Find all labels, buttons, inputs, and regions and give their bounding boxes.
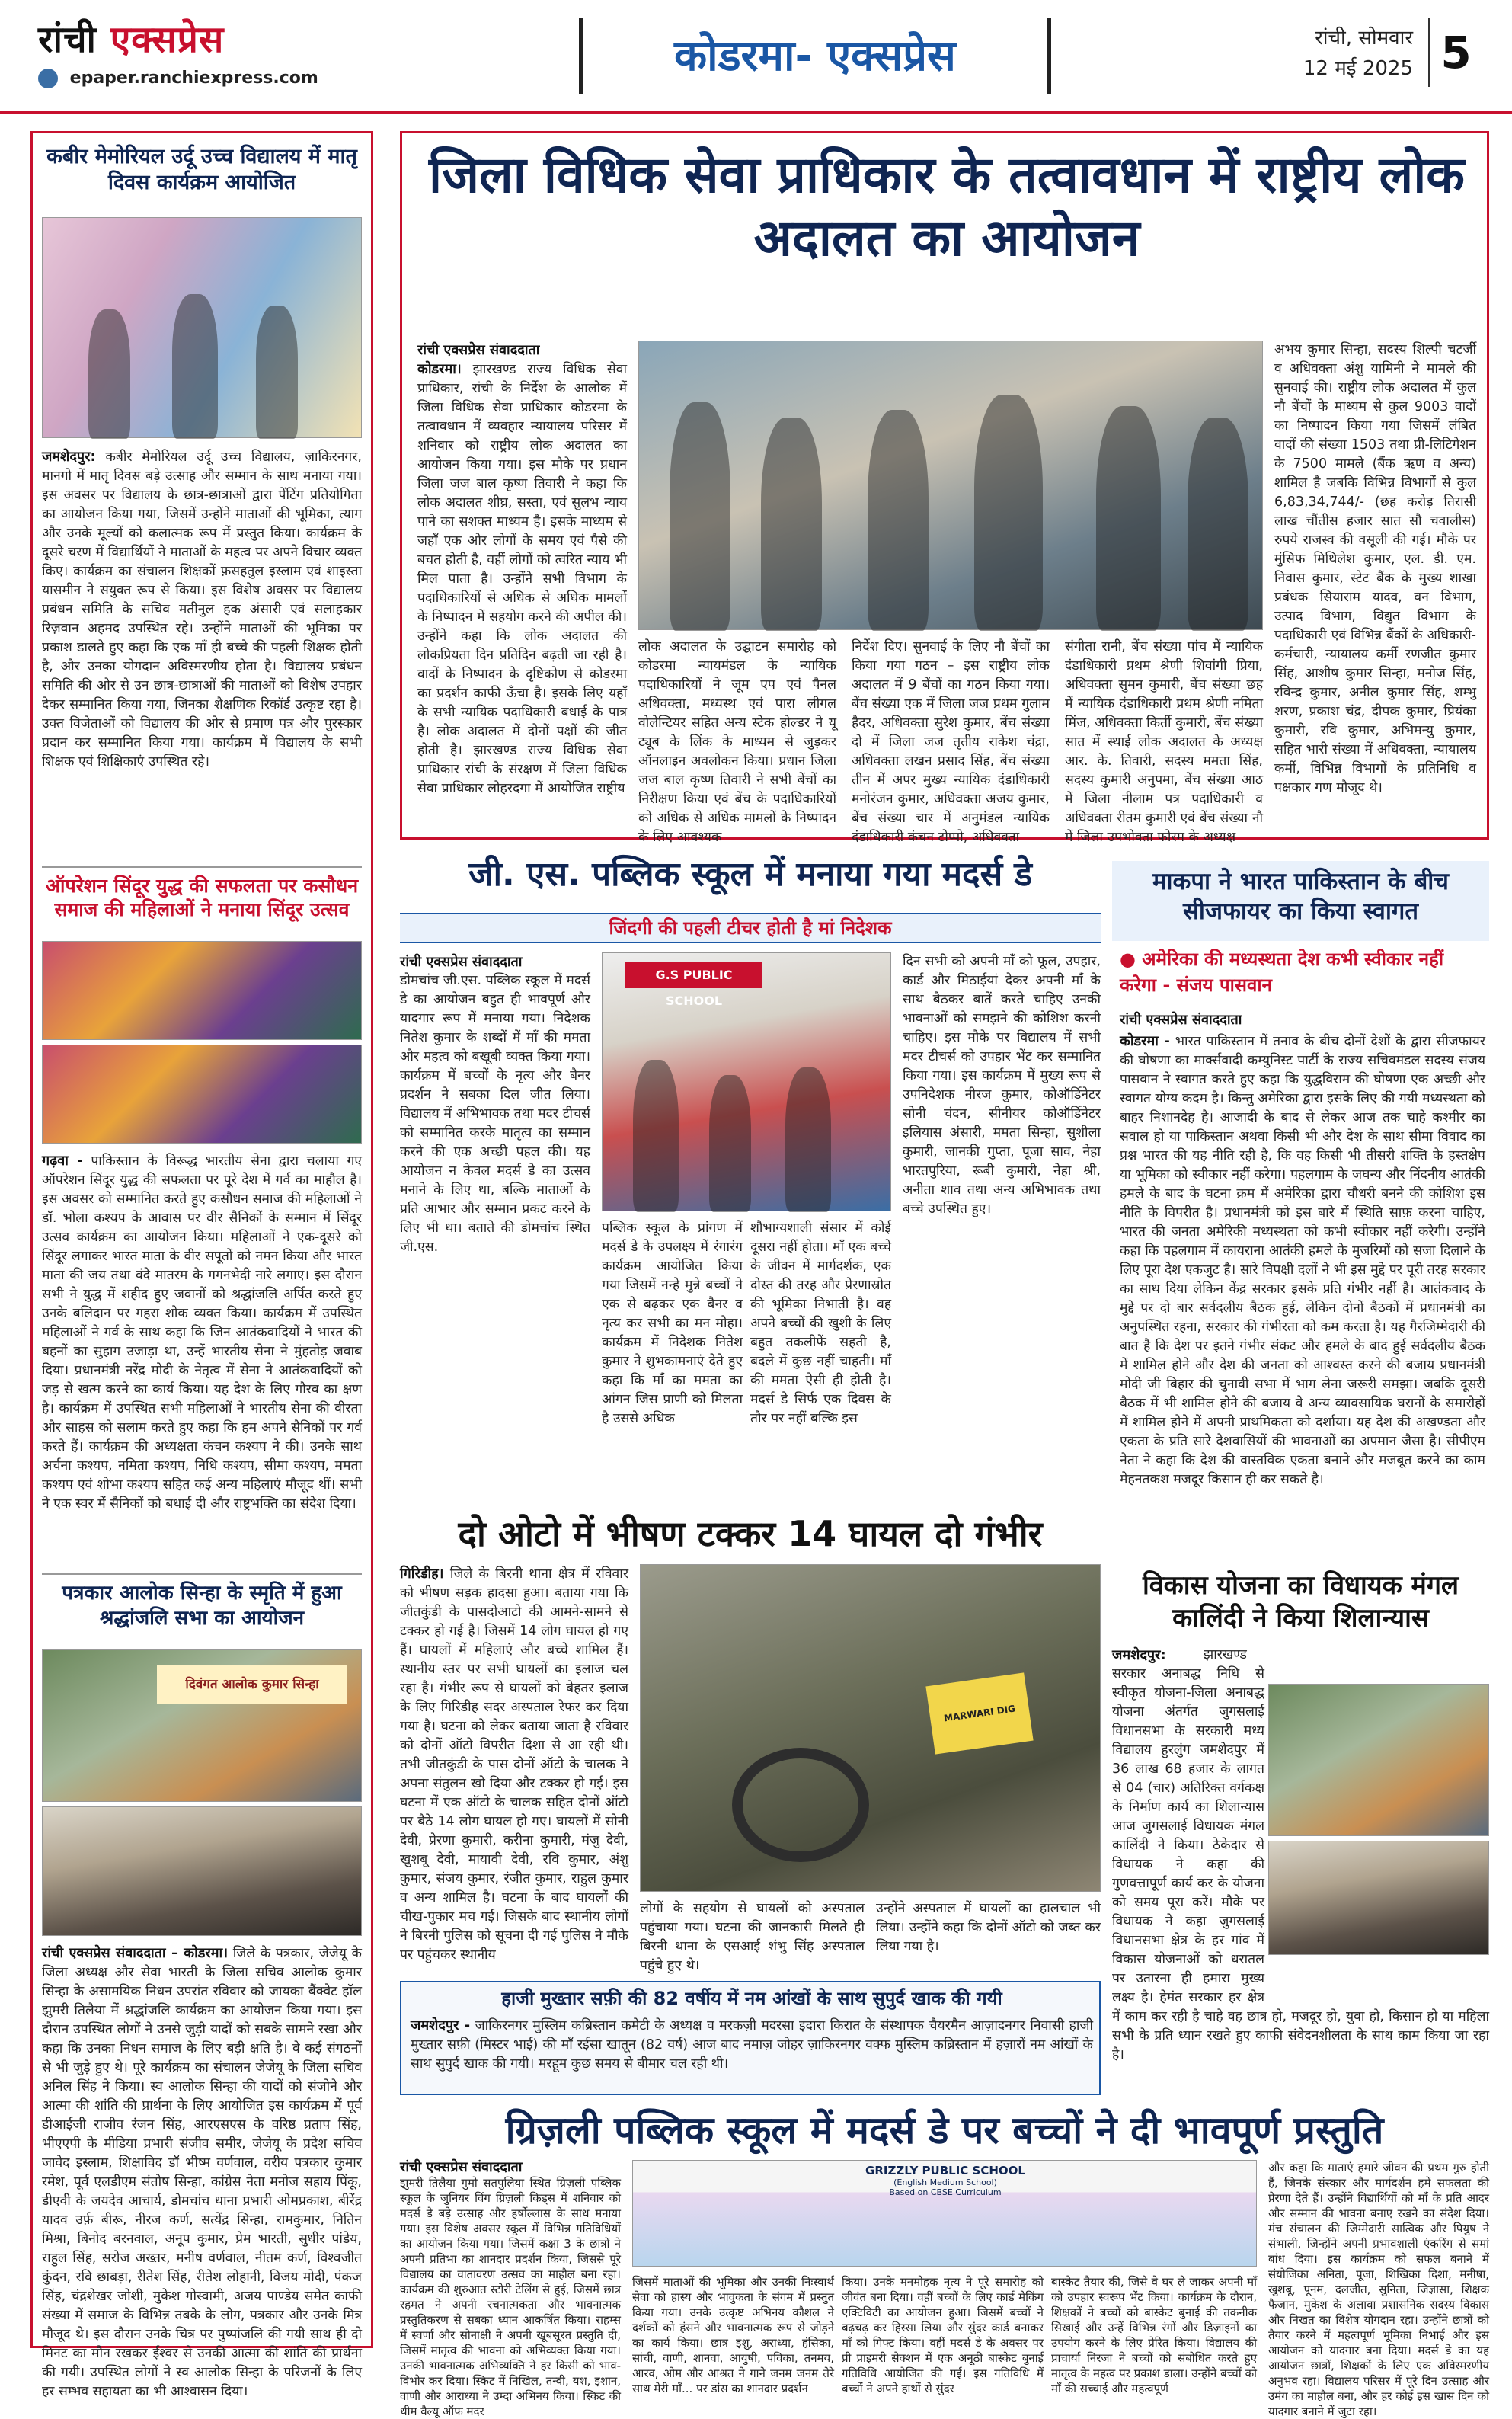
auto-text1: जिले के बिरनी थाना क्षेत्र में रविवार को भीषण सड़क हादसा हुआ। बताया गया कि जीतकुंडी के पासदोआटो की आमने-सामने से टक्कर हो गई है। जिसमें 14 लोग घायल हो गए हैं। घायलों में महिलाएं और बच्चे शामिल हैं। स्थानीय स्तर पर सभी घायलों का इलाज चल रहा है। गंभीर रूप से घायलों को बेहतर इलाज के लिए गिरिडीह सदर अस्पताल रेफर कर दिया गया है। घटना को लेकर बताया जाता है रविवार को दोनों ऑटो विपरीत दिशा से आ रही थी। तभी जीतकुंडी के पास दोनों ऑटो के चालक ने अपना संतुलन खो दिया और टक्कर हो गई। इस घटना में एक ऑटो के चालक सहित दोनों ऑटो पर बैठे 14 लोग घायल हो गए। घायलों में सोनी देवी, प्रेरणा कुमारी, करीना कुमारी, मंजु देवी, खुशबू देवी, मायावी देवी, रवि कुमार, अंशु कुमार, संजय कुमार, रंजीत कुमार, राहुल कुमार व अन्य शामिल है। घटना के बाद घायलों की चीख-पुकार मच गई। जिसके बाद स्थानीय लोगों ने बिरनी पुलिस को सूचना दी गई पुलिस ने मौके पर पहुंचकर स्थानीय: [400, 1566, 628, 1963]
cpi-byline: रांची एक्सप्रेस संवाददाता: [1120, 1012, 1242, 1028]
grizzly-col2: जिसमें माताओं की भूमिका और उनकी निःस्वार्थ सेवा को हास्य और भावुकता के संगम में प्रस्तुत किया गया। उनके उत्कृष्ट अभिनय कौशल ने दर्शकों को हंसने और भावनात्मक रूप से जोड़ने का कार्य किया। छात्र इशु, अराध्या, हंसिका, सांची, वाणी, शानवा, आयुषी, पविका, तनमय, आरव, ओम और आश्रत ने गाने जनम जनम तेरे साथ मेरी माँ... पर डांस का शानदार प्रदर्शन: [632, 2275, 834, 2395]
page-number: 5: [1428, 18, 1482, 87]
lead-photo: [638, 341, 1263, 630]
lead-headline: जिला विधिक सेवा प्राधिकार के तत्वावधान में राष्ट्रीय लोक अदालत का आयोजन: [428, 146, 1465, 267]
lead-col4: संगीता रानी, बेंच संख्या पांच में न्यायिक दंडाधिकारी प्रथम श्रेणी शिवांगी प्रिया, अधिवक्ता सुमन कुमारी, बेंच संख्या छह में न्यायिक दंडाधिकारी प्रथम श्रेणी नमिता मिंज, अधिवक्ता किर्ती कुमारी, बेंच संख्या सात में स्थाई लोक अदालत के अध्यक्ष आर. के. तिवारी, सदस्य ममता सिंह, सदस्य कुमारी अनुपमा, बेंच संख्या आठ में जिला नीलाम पत्र पदाधिकारी व अधिवक्ता रीतम कुमारी एवं बेंच संख्या नौ में जिला उपभोक्ता फोरम के अध्यक्ष: [1065, 639, 1263, 845]
gs-byline: रांची एक्सप्रेस संवाददाता: [400, 954, 523, 970]
grizzly-col3: किया। उनके मनमोहक नृत्य ने पूरे समारोह को जीवंत बना दिया। वहीं बच्चों के लिए कार्ड मेकिंग एक्टिविटी का आयोजन हुआ। जिसमें बच्चों ने बढ़चढ़ कर हिस्सा लिया और सुंदर कार्ड बनाकर माँ को गिफ्ट किया। वहीं मदर्स डे के अवसर पर प्री प्राइमरी सेक्शन में एक अनूठी बास्केट बुनाई गतिविधि आयोजित की गई। इस गतिविधि में बच्चों ने अपने हाथों से सुंदर: [842, 2275, 1044, 2395]
story2-text: पाकिस्तान के विरूद्ध भारतीय सेना द्वारा चलाया गए ऑपरेशन सिंदूर युद्ध की सफलता पर पूरे देश में गर्व का माहौल है। इस अवसर को सम्मानित करते हुए कसौधन समाज की महिलाओं ने डॉ. भोला कश्यप के आवास पर वीर सैनिकों के सम्मान में सिंदूर उत्सव कार्यक्रम का आयोजन किया। महिलाओं ने एक-दूसरे को सिंदूर लगाकर भारत माता के वीर सपूतों को नमन किया और भारत माता की जय तथा वंदे मातरम के गगनभेदी नारे लगाए। इस दौरान सभी ने युद्ध में शहीद हुए जवानों को श्रद्धांजलि अर्पित करते हुए उनके बलिदान पर गहरा शोक व्यक्त किया। कार्यक्रम में उपस्थित महिलाओं ने गर्व के साथ कहा कि जिन आतंकवादियों ने भारत की बहनों का सुहाग उजाड़ा था, उन्हें भारतीय सेना ने मुंहतोड़ जवाब दिया। प्रधानमंत्री नरेंद्र मोदी के नेतृत्व में सेना ने आतंकवादियों को जड़ से खत्म करने का कार्य किया। यह देश के लिए गौरव का क्षण है। कार्यक्रम में उपस्थित सभी महिलाओं ने भारतीय सेना की वीरता और साहस को सलाम करते हुए कहा कि हम अपने सैनिकों पर गर्व करते हैं। कार्यक्रम की अध्यक्षता कंचन कश्यप ने की। उनके साथ अर्चना कश्यप, नमिता कश्यप, निधि कश्यप, सीमा कश्यप, ममता कश्यप एवं शोभा कश्यप सहित कई अन्य महिलाएं मौजूद थीं। सभी ने एक स्वर में सैनिकों को बधाई दी और राष्ट्रभक्ति का संदेश दिया।: [42, 1154, 362, 1512]
auto-col1: [400, 1564, 628, 1962]
lead-text1: झारखण्ड राज्य विधिक सेवा प्राधिकार, रांची के निर्देश के आलोक में जिला विधिक सेवा प्राधिकार कोडरमा के तत्वावधान में व्यवहार न्यायालय परिसर में शनिवार को राष्ट्रीय लोक अदालत का आयोजन किया गया। इस मौके पर प्रधान जिला जज बाल कृष्ण तिवारी ने कहा कि लोक अदालत शीघ्र, सस्ता, एवं सुलभ न्याय पाने का सशक्त माध्यम है। इसके माध्यम से जहाँ एक ओर लोगों के समय एवं पैसे की बचत होती है, वहीं लोगों को त्वरित न्याय भी मिल पाता है। उन्होंने सभी विभाग के पदाधिकारियों से अधिक से अधिक मामलों के निष्पादन में सहयोग करने की अपील की। उन्होंने कहा कि लोक अदालत की लोकप्रियता दिन प्रतिदिन बढ़ती जा रही है। वादों के निष्पादन के दृष्टिकोण से कोडरमा का प्रदर्शन काफी ऊँचा है। इसके लिए यहाँ के सभी न्यायिक पदाधिकारी बधाई के पात्र है। लोक अदालत में दोनों पक्षों की जीत होती है। झारखण्ड राज्य विधिक सेवा प्राधिकार रांची के संरक्षण में जिला विधिक सेवा प्राधिकार लोहरदगा में आयोजित राष्ट्रीय: [417, 362, 627, 796]
issue-date: 12 मई 2025: [1303, 57, 1413, 80]
story1-photo: [42, 217, 362, 438]
story3-body: [42, 1944, 362, 2399]
gs-story: [400, 853, 1101, 1501]
section-banner: [579, 18, 1051, 94]
story3-photo-top: [42, 1649, 362, 1802]
grizzly-col1: [400, 2159, 621, 2418]
globe-icon: [38, 69, 58, 88]
story3-text: जिले के पत्रकार, जेजेयू के जिला अध्यक्ष और सेवा भारती के जिला सचिव आलोक कुमार सिन्हा के असामयिक निधन उपरांत रविवार को जायका बैंक्वेट हॉल झुमरी तिलैया में श्रद्धांजलि कार्यक्रम का आयोजन किया गया। इस दौरान उपस्थित लोगों ने उनसे जुड़ी यादों को सबके सामने रखा और कहा कि उनका निधन समाज के लिए बड़ी क्षति है। वे कई संगठनों से भी जुड़े हुए थे। पूरे कार्यक्रम का संचालन जेजेयू के जिला सचिव अनिल सिंह ने किया। स्व आलोक सिन्हा की यादों को संजोने और आत्मा की शांति की प्रार्थना के लिए आयोजित इस कार्यक्रम में पूर्व डीआईजी राजीव रंजन सिंह, आरएसएस के वरिष्ठ प्रताप सिंह, भीएएपी के मीडिया प्रभारी संजीव समीर, जेजेयू के प्रदेश सचिव जावेद इस्लाम, शिक्षाविद डॉ भीष्म वर्णवाल, वरीय पत्रकार कुमार रमेश, पूर्व एलडीएम संतोष सिन्हा, कांग्रेस नेता मनोज सहाय पिंकू, डीएवी के जयदेव आचार्य, डोमचांच थाना प्रभारी ओमप्रकाश, बीरेंद्र यादव उर्फ़ बीरू, नीरज कर्ण, सत्येंद्र सिन्हा, रामकुमार, नितिन मिश्रा, बिनोद बरनवाल, अनूप कुमार, प्रेम भारती, सुधीर पांडेय, राहुल सिंह, सरोज अख्तर, मनीष वर्णवाल, नीतम कर्ण, विश्वजीत कुंदन, रवि छाबड़ा, रीतेश सिंह, रीतेश लोहानी, विजय मोदी, पंकज सिंह, चंद्रशेखर जोशी, मुकेश गोस्वामी, अजय पाण्डेय समेत काफी संख्या में समाज के विभिन्न तबके के लोग, पत्रकार और उनके मित्र मौजूद थे। इस दौरान उनके चित्र पर पुष्पांजलि की गयी साथ ही दो मिनट का मौन रखकर ईश्वर से उनकी आत्मा की शांति की प्रार्थना की गयी। उपस्थित लोगों ने स्व आलोक सिन्हा के परिजनों के लिए हर सम्भव सहायता का भी आश्वासन दिया।: [42, 1946, 362, 2399]
grizzly-byline: रांची एक्सप्रेस संवाददाता: [400, 2159, 523, 2175]
story2-dateline: गढ़वा -: [42, 1153, 83, 1169]
page-dateline: [1303, 23, 1413, 84]
gs-col2: पब्लिक स्कूल के प्रांगण में मदर्स डे के उपलक्ष्य में रंगारंग कार्यक्रम आयोजित किया गया जिसमें नन्हे मुन्ने बच्चों ने एक से बढ़कर एक बैनर व नृत्य कर सभी का मन मोहा। कार्यक्रम में निदेशक नितेश कुमार ने शुभकामनाएं देते हुए कहा कि माँ का ममता का आंगन जिस प्राणी को मिलता है उससे अधिक: [602, 1221, 743, 1426]
story1-headline: कबीर मेमोरियल उर्दू उच्च विद्यालय में मातृ दिवस कार्यक्रम आयोजित: [46, 145, 357, 194]
vikas-body: [1112, 1646, 1489, 2088]
divider: [42, 866, 362, 868]
auto-dateline: गिरिडीह।: [400, 1566, 444, 1582]
gs-headline: जी. एस. पब्लिक स्कूल में मनाया गया मदर्स डे: [468, 855, 1033, 894]
auto-col3: उन्होंने अस्पताल में घायलों का हालचाल भी लिया। उन्होंने कहा कि दोनों ऑटो को जब्त कर लिया गया है।: [876, 1901, 1101, 1954]
gs-text1: डोमचांच जी.एस. पब्लिक स्कूल में मदर्स डे का आयोजन बहुत ही भावपूर्ण और यादगार रूप में मनाया गया। निदेशक नितेश कुमार के शब्दों में माँ की ममता और महत्व को बखूबी व्यक्त किया गया। कार्यक्रम में बच्चों के नृत्य और बैनर प्रदर्शन ने सबका दिल जीत लिया। विद्यालय में अभिभावक तथा मदर टीचर्स को सम्मानित करके मातृत्व का सम्मान करने की एक अच्छी पहल की। यह आयोजन न केवल मदर्स डे का उत्सव मनाने के लिए था, बल्कि माताओं के प्रति आभार और सम्मान प्रकट करने के लिए भी था। बताते की डोमचांच स्थित जी.एस.: [400, 973, 590, 1255]
story2-photo-top: [42, 941, 362, 1040]
story1-text: कबीर मेमोरियल उर्दू उच्च विद्यालय, ज़ाकिरनगर, मानगो में मातृ दिवस बड़े उत्साह और सम्मान के साथ मनाया गया। इस अवसर पर विद्यालय के छात्र-छात्राओं द्वारा पेंटिंग प्रतियोगिता का आयोजन किया गया, जिसमें उन्होंने माताओं की भूमिका, त्याग और उनके मूल्यों को कलात्मक रूप में प्रस्तुत किया। कार्यक्रम के दूसरे चरण में विद्यार्थियों ने माताओं के महत्व पर अपने विचार व्यक्त किए। कार्यक्रम का संचालन शिक्षकों फ़सहतुल इस्लाम एवं शाइस्ता यासमीन ने संयुक्त रूप से किया। इस विशेष अवसर पर विद्यालय प्रबंधन समिति के सचिव मतीनुल हक अंसारी एवं सलाहकार रिज़वान अहमद उपस्थित रहे। उन्होंने माताओं की भूमिका पर प्रकाश डालते हुए कहा कि एक माँ ही बच्चे की पहली शिक्षक होती है, और उनका योगदान अविस्मरणीय होता है। विद्यालय प्रबंधन समिति की ओर से उन छात्र-छात्राओं की माताओं को विशेष उपहार देकर सम्मानित किया गया, जिनका शैक्षणिक रिकॉर्ड उत्कृष्ट रहा है। उक्त विजेताओं को विद्यालय की ओर से प्रमाण पत्र और पुरस्कार प्रदान कर सम्मानित किया गया। कार्यक्रम में विद्यालय के सभी शिक्षक एवं शिक्षिकाएं उपस्थित रहे।: [42, 450, 362, 770]
vikas-story: [1112, 1569, 1489, 2095]
banner-line1: GRIZZLY PUBLIC SCHOOL: [865, 2164, 1025, 2177]
school-sign: G.S PUBLIC SCHOOL: [625, 962, 762, 988]
vikas-dateline: जमशेदपुर:: [1112, 1647, 1166, 1663]
cpi-headline: माकपा ने भारत पाकिस्तान के बीच सीजफायर का किया स्वागत: [1152, 868, 1449, 925]
haji-story: [400, 1981, 1101, 2095]
gs-subhead: जिंदगी की पहली टीचर होती है मां निदेशक: [400, 913, 1101, 943]
lead-col1: [417, 341, 627, 828]
story3-dateline: रांची एक्सप्रेस संवाददाता – कोडरमा।: [42, 1945, 229, 1961]
divider: [42, 1573, 362, 1575]
story3-headline: पत्रकार आलोक सिन्हा के स्मृति में हुआ श्रद्धांजलि सभा का आयोजन: [62, 1582, 342, 1630]
grizzly-col4: बास्केट तैयार की, जिसे वे घर ले जाकर अपनी माँ को उपहार स्वरूप भेंट किया। कार्यक्रम के दौरान, शिक्षकों ने बच्चों को बास्केट बुनाई की तकनीक सिखाई और उन्हें विभिन्न रंगों और डिज़ाइनों का उपयोग करने के लिए प्रेरित किया। विद्यालय की प्राचार्या निरजा ने बच्चों को संबोधित करते हुए मातृत्व के महत्व पर प्रकाश डाला। उन्होंने बच्चों को माँ की सच्चाई और महत्वपूर्ण: [1051, 2275, 1257, 2395]
banner-line3: Based on CBSE Curriculum: [889, 2187, 1002, 2197]
gs-photo: [602, 952, 891, 1211]
bullet-icon: ●: [1120, 949, 1143, 970]
section-title: कोडरमा- एक्सप्रेस: [674, 31, 956, 81]
haji-dateline: जमशेदपुर -: [411, 2017, 471, 2033]
grizzly-col5: और कहा कि माताएं हमारे जीवन की प्रथम गुरु होती हैं, जिनके संस्कार और मार्गदर्शन हमें सफलता की प्रेरणा देते हैं। उन्होंने विद्यार्थियों को माँ के प्रति आदर और सम्मान की भावना बनाए रखने का संदेश दिया। मंच संचालन की जिम्मेदारी सात्विक और पियुष ने संभाली, जिन्होंने अपनी प्रभावशाली एंकरिंग से समां बांध दिया। इस कार्यक्रम को सफल बनाने में संयोजिका अनिता, पूजा, शिखिका दिशा, मनीषा, खुशबू, पूनम, दलजीत, सुनिता, जिज्ञासा, शिक्षक फैजान, मुकेश के अलावा प्रशासनिक सदस्य विकास और निखत का विशेष योगदान रहा। उन्होंने छात्रों को तैयार करने में महत्वपूर्ण भूमिका निभाई और इस आयोजन को यादगार बना दिया। मदर्स डे का यह आयोजन छात्रों, शिक्षकों के लिए एक अविस्मरणीय अनुभव रहा। विद्यालय परिसर में पूरे दिन उत्साह और उमंग का माहौल बना, और हर कोई इस खास दिन को यादगार बनाने में जुटा रहा।: [1268, 2161, 1489, 2418]
lead-col2: लोक अदालत के उद्घाटन समारोह को कोडरमा न्यायमंडल के न्यायिक पदाधिकारियों ने जूम एप एवं पैनल अधिवक्ता, मध्यस्थ एवं पारा लीगल वोलेन्टियर सहित अन्य स्टेक होल्डर ने यू ट्यूब के लिंक के माध्यम से जुड़कर ऑनलाइन अवलोकन किया। प्रधान जिला जज बाल कृष्ण तिवारी ने सभी बेंचों का निरीक्षण किया एवं बेंच के पदाधिकारियों को अधिक से अधिक मामलों के निष्पादन के लिए आवश्यक: [638, 639, 836, 845]
cpi-subhead-text: अमेरिका की मध्यस्थता देश कभी स्वीकार नहीं करेगा - संजय पासवान: [1120, 949, 1444, 996]
story1-dateline: जमशेदपुर:: [42, 449, 96, 465]
gs-col1: [400, 952, 590, 1440]
photo-spacer: [1264, 1682, 1489, 1995]
masthead: [0, 0, 1512, 114]
cpi-story: [1112, 861, 1489, 1562]
website-line: [38, 69, 318, 88]
vehicle-plate: MARWARI DIG: [925, 1672, 1033, 1754]
story2-body: [42, 1151, 362, 1566]
story3-photo-bottom: [42, 1806, 362, 1936]
left-column-box: [30, 131, 373, 2399]
gs-col4: दिन सभी को अपनी माँ को फूल, उपहार, कार्ड और मिठाईयां देकर अपनी माँ के साथ बैठकर बातें करते चाहिए उनकी भावनाओं को समझने की कोशिश करनी चाहिए। इस मौके पर विद्यालय में सभी मदर टीचर्स को उपहार भेंट कर सम्मानित किया गया। इस कार्यक्रम में मुख्य रूप से उपनिदेशक नीरज कुमार, कोऑर्डिनेटर सोनी चंदन, सीनीयर कोऑर्डिनेटर इलियास अंसारी, ममता सिन्हा, सुशीला कुमारी, जानकी गुप्ता, पूजा साव, नेहा भारतपुरिया, रूबी कुमारी, नेहा श्री, अनीता शाव तथा अन्य अभिभावक तथा बच्चे उपस्थित हुए।: [903, 954, 1101, 1217]
auto-photo: [640, 1564, 1101, 1892]
grizzly-banner: [846, 2164, 1044, 2197]
cpi-dateline: कोडरमा -: [1120, 1033, 1170, 1049]
story1-body: [42, 447, 362, 859]
lead-col3: निर्देश दिए। सुनवाई के लिए नौ बेंचों का किया गया गठन – इस राष्ट्रीय लोक अदालत में 9 बेंचों का गठन किया गया। बेंच संख्या एक में जिला जज प्रथम गुलाम हैदर, अधिवक्ता सुरेश कुमार, बेंच संख्या दो में जिला जज तृतीय राकेश चंद्रा, अधिवक्ता लखन प्रसाद सिंह, बेंच संख्या तीन में अपर मुख्य न्यायिक दंडाधिकारी मनोरंजन कुमार, अधिवक्ता अजय कुमार, बेंच संख्या चार में अनुमंडल न्यायिक दंडाधिकारी कंचन टोप्पो, अधिवक्ता: [852, 639, 1050, 845]
lead-dateline: कोडरमा।: [417, 361, 462, 377]
lead-byline: रांची एक्सप्रेस संवाददाता: [417, 342, 540, 358]
auto-story: [400, 1512, 1101, 1973]
logo-part2: एक्सप्रेस: [110, 18, 225, 61]
grizzly-text1: झुमरी तिलैया गुमो सतपुलिया स्थित ग्रिज़ली पब्लिक स्कूल के जुनियर विंग ग्रिज़ली किड्स में शनिवार को मदर्स डे बड़े उत्साह और हर्षोल्लास के साथ मनाया गया। इस विशेष अवसर स्कूल में विभिन्न गतिविधियों का आयोजन किया गया। जिसमें कक्षा 3 के छात्रों ने अपनी प्रतिभा का शानदार प्रदर्शन किया, जिससे पूरे विद्यालय का वातावरण उत्सव का माहौल बना रहा। कार्यक्रम की शुरुआत स्टोरी टेलिंग से हुई, जिसमें छात्र रहमत ने अपनी रचनात्मकता और भावनात्मक प्रस्तुतिकरण से सबका ध्यान आकर्षित किया। राहम्स में स्वर्णा और सोनाक्षी ने अपनी खूबसूरत प्रस्तुति दी, जिसमें मातृत्व की भावना को अभिव्यक्त किया गया। उनकी भावनात्मक अभिव्यक्ति ने हर किसी को भाव-विभोर कर दिया। स्किट में निखिल, तन्वी, यश, इशान, वाणी और आराध्या ने उम्दा अभिनय किया। स्किट की थीम वैल्यू ऑफ मदर: [400, 2176, 621, 2418]
story2-photo-bottom: [42, 1045, 362, 1144]
wheel-shape: [732, 1748, 869, 1862]
grizzly-story: [400, 2107, 1489, 2418]
grizzly-headline: ग्रिज़ली पब्लिक स्कूल में मदर्स डे पर बच्चों ने दी भावपूर्ण प्रस्तुति: [505, 2108, 1384, 2152]
newspaper-logo: [38, 14, 224, 63]
auto-col2: लोगों के सहयोग से घायलों को अस्पताल पहुंचाया गया। घटना की जानकारी मिलते ही बिरनी थाना के एसआई शंभु सिंह अस्पताल पहुंचे हुए थे।: [640, 1901, 865, 1973]
banner-line2: (English Medium School): [893, 2177, 997, 2187]
cpi-subhead: [1120, 946, 1482, 998]
lead-story-box: [400, 131, 1489, 845]
haji-body: [411, 2016, 1093, 2092]
cpi-text: भारत पाकिस्तान में तनाव के बीच दोनों देशों के द्वारा सीजफायर की घोषणा का मार्क्सवादी कम्युनिस्ट पार्टी के राज्य सचिवमंडल सदस्य संजय पासवान ने स्वागत करते हुए कहा कि युद्धविराम की घोषणा एक अच्छी और स्वागत योग्य कदम है। किन्तु अमेरिका द्वारा इसके लिए की गयी मध्यस्थता को बाहर निशानदेह है। आजादी के बाद से लेकर आज तक चाहे कश्मीर का सवाल हो या पाकिस्तान अथवा किसी भी और देश के साथ सीमा विवाद का प्रश्न भारत की यह नीति रही है, कि वह किसी भी तीसरी शक्ति के हस्तक्षेप या भूमिका को स्वीकार नहीं करेगा। पहलगाम के जघन्य और निंदनीय आतंकी हमले के बाद के घटना क्रम में अमेरिका द्वारा चौधरी बनने की कोशिश इस नीति के विपरीत है। प्रधानमंत्री को इस बारे में स्थिति साफ़ करना चाहिए, भारत की जनता अमेरिकी मध्यस्थता को कभी स्वीकार नहीं करेगी। उन्होंने कहा कि पहलगाम में कायराना आतंकी हमले के मुजरिमों को सजा दिलाने के लिए पूरा देश एकजुट है। सारे विपक्षी दलों ने भी इस मुद्दे पर पूरी तरह सरकार का साथ दिया लेकिन केंद्र सरकार इसके प्रति गंभीर नहीं है। आतंकवाद के मुद्दे पर दो बार सर्वदलीय बैठक हुई, लेकिन दोनों बैठकों में प्रधानमंत्री का अनुपस्थित रहना, सरकार की गंभीरता को कम करता है। यह गैरजिम्मेदारी की बात है कि देश पर इतने गंभीर संकट और हमले के बाद हुई सर्वदलीय बैठक में शामिल होने और देश की जनता को आश्वस्त करने की बजाय प्रधानमंत्री मोदी जी बिहार की चुनावी सभा में भाग लेना जरूरी समझा। जबकि दूसरी बैठक में भी शामिल होने की बजाय वे अन्य व्यावसायिक घरानों के समारोहों में शामिल होने में अपनी प्राथमिकता को दर्शाया। यह देश की अखण्डता और एकता के प्रति सारे देशवासियों की भावनाओं का अपमान जैसा है। सीपीएम नेता ने कहा कि देश की वास्तविक एकता बनाने और मजबूत करने का काम मेहनतकश मजदूर किसान ही कर सकते है।: [1120, 1034, 1485, 1487]
logo-part1: रांची: [38, 18, 97, 61]
gs-col3: शौभाग्यशाली संसार में कोई दूसरा नहीं होता। माँ एक बच्चे के जीवन में मार्गदर्शक, एक दोस्त की तरह और प्रेरणास्रोत की भूमिका निभाती है। वह अपने बच्चों की खुशी के लिए बहुत तकलीफें सहती है, बदले में कुछ नहीं चाहती। माँ की ममता ऐसी ही होती है। मदर्स डे सिर्फ एक दिवस के तौर पर नहीं बल्कि इस: [750, 1221, 891, 1426]
vikas-text: झारखण्ड सरकार अनाबद्ध निधि से स्वीकृत योजना-जिला अनाबद्ध योजना अंतर्गत जुगसलाई विधानसभा के सरकारी मध्य विद्यालय हुरलुंग जमशेदपुर में 36 लाख 68 हजार के लागत से 04 (चार) अतिरिक्त वर्गकक्ष के निर्माण कार्य का शिलान्यास आज जुगसलाई विधायक मंगल कालिंदी ने किया। ठेकेदार से विधायक ने कहा की गुणवत्तापूर्ण कार्य कर के योजना को समय पूरा करें। मौके पर विधायक ने कहा जुगसलाई विधानसभा क्षेत्र के हर गांव में विकास योजनाओं को धरातल पर उतारना ही हमारा मुख्य लक्ष्य है। हेमंत सरकार हर क्षेत्र में काम कर रही है चाहे वह छात्र हो, मजदूर हो, युवा हो, किसान हो या महिला सभी के प्रति ध्यान रखते हुए काफी संवेदनशीलता के साथ काम किया जा रहा है।: [1112, 1647, 1489, 2062]
city-day: रांची, सोमवार: [1315, 27, 1413, 50]
lead-col5: अभय कुमार सिन्हा, सदस्य शिल्पी चटर्जी व अधिवक्ता अंशु यामिनी ने मामले की सुनवाई की। राष्ट्रीय लोक अदालत में कुल नौ बेंचों के माध्यम से कुल 9003 वादों का निष्पादन किया गया जिसमें लंबित वादों की संख्या 1503 तथा प्री-लिटिगेशन के 7500 मामले (बैंक ऋण व अन्य) शामिल है जबकि विभिन्न विभागों से कुल 6,83,34,744/- (छह करोड़ तिरासी लाख चौंतीस हजार सात सौ चवालीस) रुपये राजस्व की वसूली की गई। मौके पर मुंसिफ मिथिलेश कुमार, एल. डी. एम. निवास कुमार, स्टेट बैंक के मुख्य शाखा प्रबंधक सियाराम यादव, वन विभाग, उत्पाद विभाग, विद्युत विभाग के पदाधिकारी एवं विभिन्न बैंकों के अधिकारी-कर्मचारी, न्यायालय कर्मी रणजीत कुमार सिंह, आशीष कुमार सिन्हा, मनोज सिंह, रविन्द्र कुमार, अनील कुमार सिंह, शम्भु शरण, प्रकाश चंद्र, दीपक कुमार, प्रियंका कुमारी, रवि कुमार, अभिमन्यु कुमार, सहित भारी संख्या में अधिवक्ता, न्यायालय कर्मी, विभिन्न विभागों के प्रतिनिधि व पक्षकार गण मौजूद थे।: [1274, 342, 1476, 795]
website-url: epaper.ranchiexpress.com: [69, 69, 318, 88]
cpi-body: [1120, 1032, 1485, 1550]
vikas-headline: विकास योजना का विधायक मंगल कालिंदी ने किया शिलान्यास: [1142, 1570, 1459, 1633]
memorial-banner: दिवंगत आलोक कुमार सिन्हा: [157, 1665, 347, 1704]
auto-headline: दो ओटो में भीषण टक्कर 14 घायल दो गंभीर: [458, 1513, 1043, 1554]
haji-headline: हाजी मुख्तार सफ़ी की 82 वर्षीय में नम आंखों के साथ सुपुर्द खाक की गयी: [501, 1988, 1002, 2009]
grizzly-photo: [632, 2160, 1257, 2267]
haji-text: जाकिरनगर मुस्लिम कब्रिस्तान कमेटी के अध्यक्ष व मरकज़ी मदरसा इदारा किरात के संस्थापक चैयरमैन आज़ादनगर निवासी हाजी मुख्तार सफ़ी (मिस्टर भाई) की माँ रईसा खातून (82 वर्ष) आज बाद नमाज़ जोहर ज़ाकिरनगर वक्फ मुस्लिम कब्रिस्तान में हज़ारों नम आंखों के साथ सुपुर्द खाक की गयी। मरहूम कुछ समय से बीमार चल रही थी।: [411, 2018, 1093, 2072]
story2-headline: ऑपरेशन सिंदूर युद्ध की सफलता पर कसौधन समाज की महिलाओं ने मनाया सिंदूर उत्सव: [45, 875, 359, 921]
